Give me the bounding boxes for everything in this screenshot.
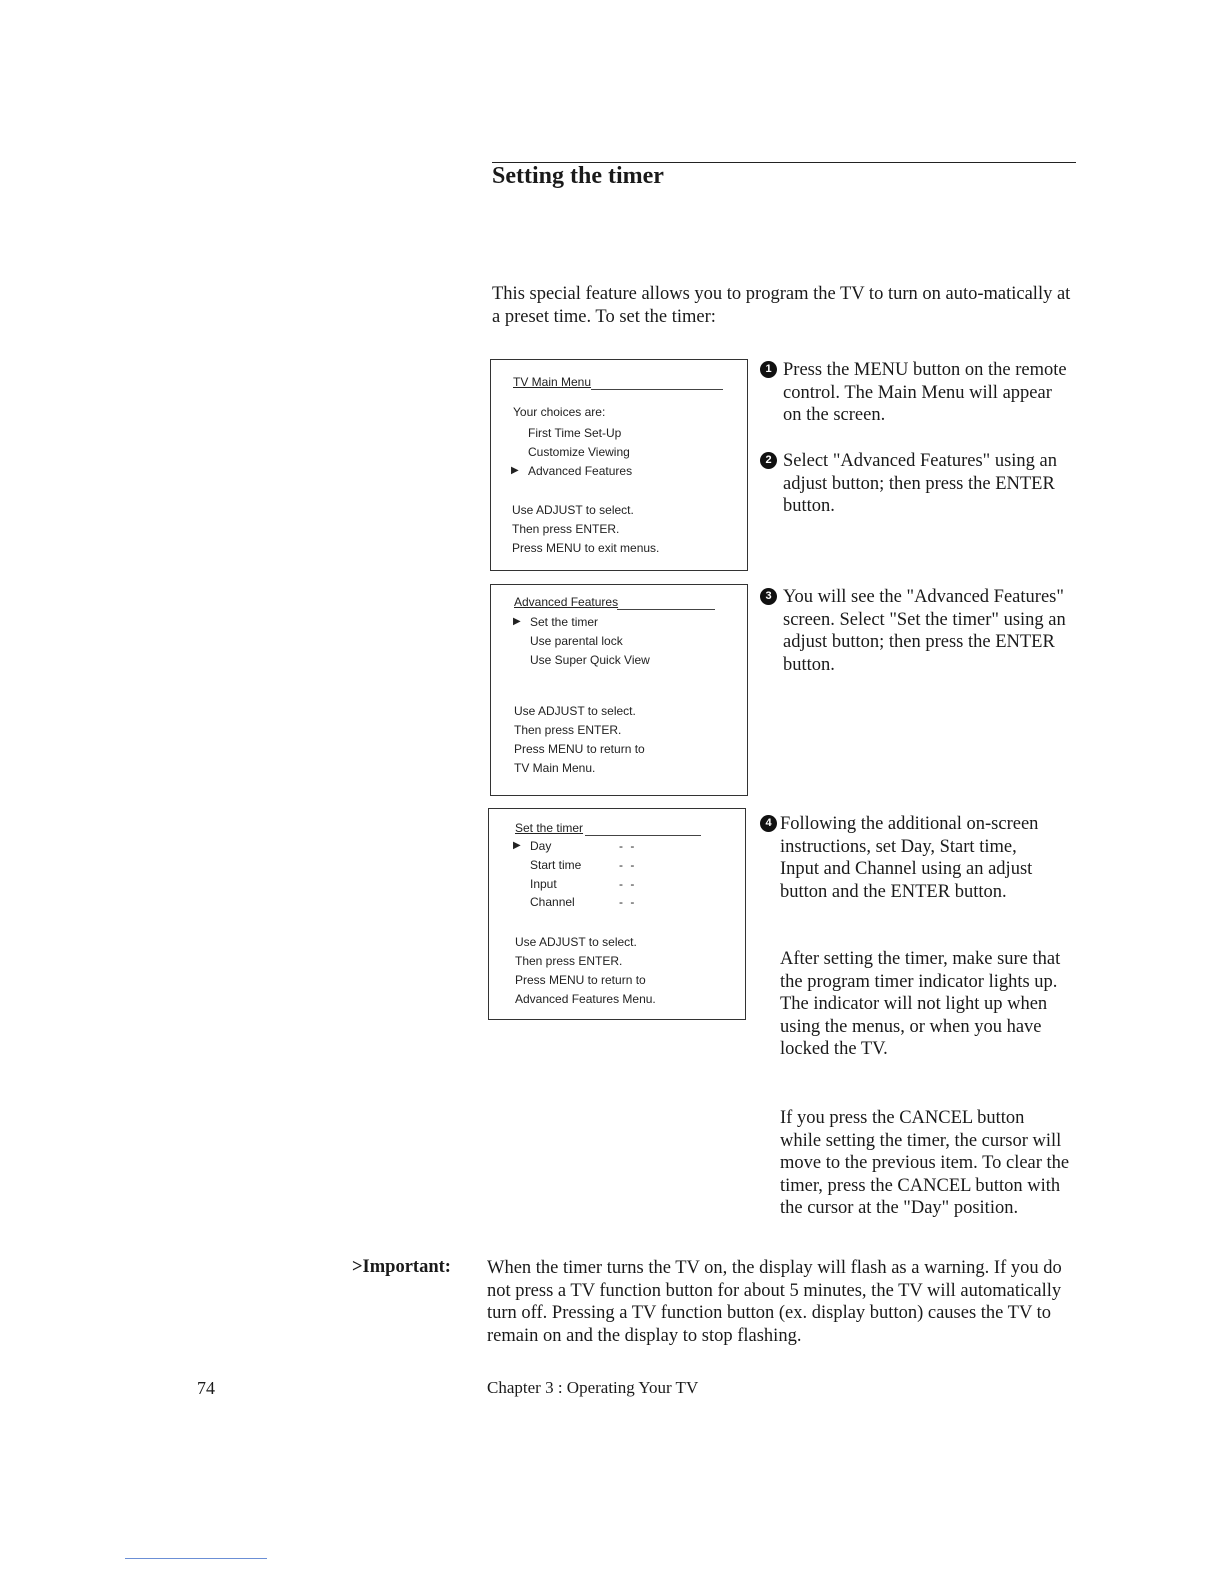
step-text: Select "Advanced Features" using an adjust button; then press the ENTER button.	[783, 451, 1058, 516]
menu-instruction: Then press ENTER.	[515, 954, 623, 968]
menu-option: Use parental lock	[530, 634, 623, 648]
menu-option-selected: Set the timer	[530, 615, 599, 629]
page-number: 74	[197, 1378, 215, 1398]
menu-instruction: Use ADJUST to select.	[515, 935, 637, 949]
screen-set-the-timer	[488, 808, 746, 1020]
screen-heading-line	[591, 389, 723, 390]
timer-field-value: - -	[619, 839, 637, 853]
chapter-footer: Chapter 3 : Operating Your TV	[487, 1378, 699, 1397]
menu-option: Use Super Quick View	[530, 653, 650, 667]
selection-arrow-icon: ▶	[513, 840, 521, 851]
section-title: Setting the timer	[492, 163, 664, 189]
menu-option-selected: Advanced Features	[528, 464, 633, 478]
timer-field-day: Day	[530, 839, 552, 853]
menu-option: Customize Viewing	[528, 445, 630, 459]
menu-instruction: Press MENU to return to	[514, 742, 645, 756]
menu-instruction: Press MENU to exit menus.	[512, 541, 660, 555]
step-number-icon: 3	[760, 588, 777, 605]
menu-instruction: TV Main Menu.	[514, 761, 596, 775]
timer-field-value: - -	[619, 858, 637, 872]
menu-instruction: Use ADJUST to select.	[512, 503, 634, 517]
important-label: >Important:	[352, 1257, 451, 1277]
selection-arrow-icon: ▶	[513, 616, 521, 627]
menu-option: First Time Set-Up	[528, 426, 622, 440]
menu-instruction: Then press ENTER.	[512, 522, 620, 536]
intro-paragraph: This special feature allows you to program the TV to turn on auto-matically at a preset time. To set the timer:	[492, 284, 1071, 327]
selection-arrow-icon: ▶	[511, 465, 519, 476]
menu-instruction: Use ADJUST to select.	[514, 704, 636, 718]
step-number-icon: 1	[760, 361, 777, 378]
note-indicator: After setting the timer, make sure that the program timer indicator lights up. The indicator will not light up when using the menus, or when you have locked the TV.	[780, 949, 1061, 1059]
timer-field-value: - -	[619, 895, 637, 909]
screen-advanced-features	[490, 584, 748, 796]
timer-field-channel: Channel	[530, 895, 575, 909]
timer-field-input: Input	[530, 877, 557, 891]
screen-heading: TV Main Menu	[513, 375, 592, 389]
screen-tv-main-menu	[490, 359, 748, 571]
note-cancel: If you press the CANCEL button while setting the timer, the cursor will move to the previous item. To clear the timer, press the CANCEL button with the cursor at the "Day" position.	[780, 1108, 1070, 1218]
step-text: Following the additional on-screen instructions, set Day, Start time, Input and Channel using an adjust button and the ENTER button.	[780, 814, 1039, 902]
menu-instruction: Then press ENTER.	[514, 723, 622, 737]
screen-heading: Advanced Features	[514, 595, 619, 609]
menu-instruction: Press MENU to return to	[515, 973, 646, 987]
menu-instruction: Advanced Features Menu.	[515, 992, 656, 1006]
step-number-icon: 2	[760, 452, 777, 469]
menu-line: Your choices are:	[513, 405, 606, 419]
step-number-icon: 4	[760, 815, 777, 832]
timer-field-start-time: Start time	[530, 858, 582, 872]
important-text: When the timer turns the TV on, the display will flash as a warning. If you do not press a TV function button for about 5 minutes, the TV will automatically turn off. Pressing a TV function button (ex. display button) causes the TV to remain on and the display to stop flashing.	[487, 1258, 1062, 1346]
screen-heading-line	[617, 609, 715, 610]
step-text: Press the MENU button on the remote control. The Main Menu will appear on the screen.	[783, 360, 1067, 425]
footer-line	[125, 1558, 267, 1559]
step-text: You will see the "Advanced Features" screen. Select "Set the timer" using an adjust button; then press the ENTER button.	[783, 587, 1066, 675]
screen-heading: Set the timer	[515, 821, 584, 835]
screen-heading-line	[585, 835, 701, 836]
timer-field-value: - -	[619, 877, 637, 891]
